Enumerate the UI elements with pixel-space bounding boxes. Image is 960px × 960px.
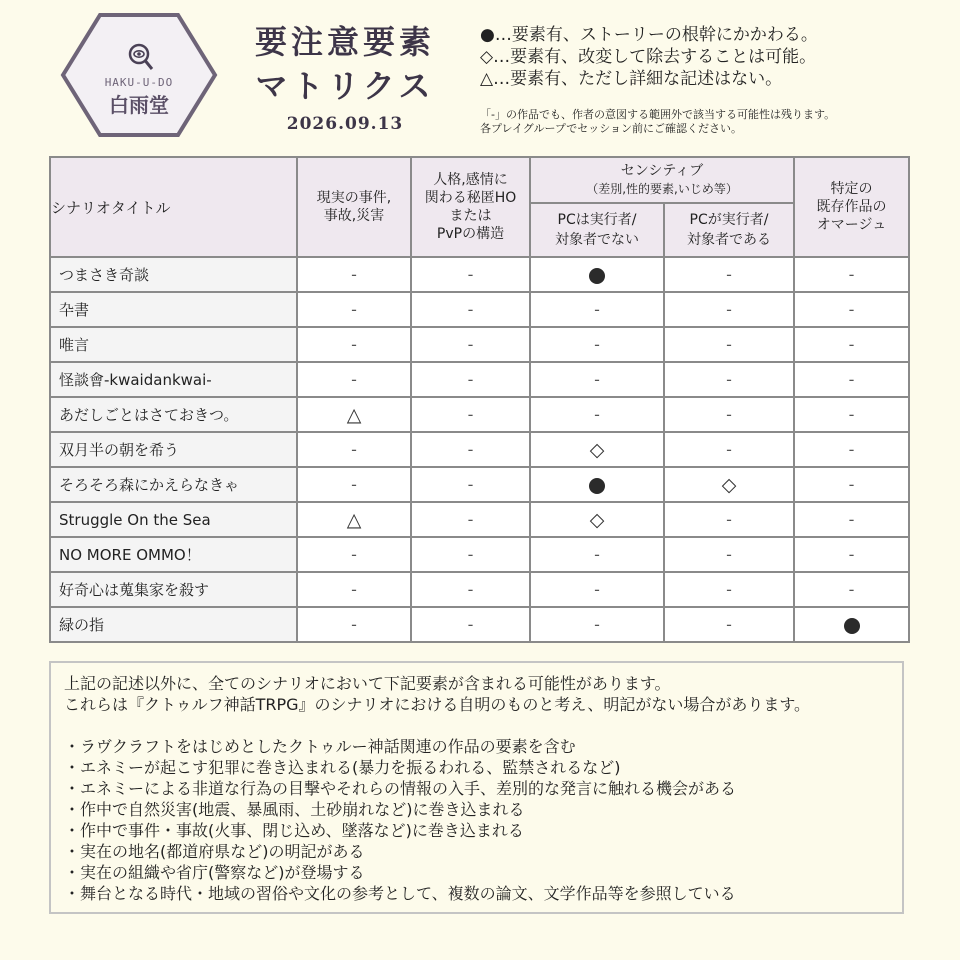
notes-item: ・作中で事件・事故(火事、閉じ込め、墜落など)に巻き込まれる	[64, 821, 524, 840]
dash-mark: -	[594, 405, 600, 424]
mark-cell	[664, 607, 794, 642]
dash-mark: -	[726, 335, 732, 354]
scenario-title-cell: つまさき奇談	[50, 257, 297, 292]
header-text: PCが実行者/	[689, 212, 769, 228]
mark-cell	[530, 257, 664, 292]
triangle-mark: △	[346, 403, 362, 426]
mark-cell	[664, 467, 794, 502]
dash-mark: -	[351, 265, 357, 284]
header-text: 対象者である	[687, 232, 771, 248]
mark-cell	[411, 397, 530, 432]
dash-mark: -	[726, 370, 732, 389]
mark-cell	[664, 537, 794, 572]
mark-cell	[411, 467, 530, 502]
dash-mark: -	[726, 580, 732, 599]
bullet-mark	[844, 618, 860, 634]
mark-cell	[411, 607, 530, 642]
dash-mark: -	[848, 580, 855, 599]
dash-mark: -	[351, 580, 357, 599]
mark-cell	[794, 467, 909, 502]
mark-cell	[794, 572, 909, 607]
scenario-title-cell: あだしごとはさておきつ。	[50, 397, 297, 432]
scenario-title-cell: 卆書	[50, 292, 297, 327]
notes-item: ・エネミーによる非道な行為の目撃やそれらの情報の入手、差別的な発言に触れる機会がある	[64, 779, 737, 798]
header-secret-ho	[411, 157, 530, 257]
header-text: 現実の事件,	[316, 190, 392, 206]
scenario-title-cell: Struggle On the Sea	[50, 502, 297, 537]
dash-mark: -	[351, 545, 357, 564]
header-sensitive-pc-not-actor	[530, 203, 664, 257]
dash-mark: -	[467, 265, 474, 284]
mark-cell	[297, 467, 411, 502]
mark-cell	[530, 607, 664, 642]
matrix-table	[49, 156, 910, 643]
mark-cell	[794, 432, 909, 467]
mark-cell	[530, 327, 664, 362]
mark-cell	[411, 257, 530, 292]
header-text: オマージュ	[816, 217, 887, 233]
header-text: または	[449, 208, 492, 224]
notes-intro-line: 上記の記述以外に、全てのシナリオにおいて下記要素が含まれる可能性があります。	[64, 674, 671, 693]
logo-text-jp: 白雨堂	[109, 93, 169, 117]
magnifier-eye-icon	[126, 42, 154, 72]
mark-cell	[530, 467, 664, 502]
mark-cell	[664, 292, 794, 327]
diamond-mark: ◇	[589, 508, 605, 531]
header-text: センシティブ	[620, 163, 704, 179]
dash-mark: -	[594, 300, 600, 319]
dash-mark: -	[594, 615, 600, 634]
table-row	[50, 502, 909, 537]
mark-cell	[664, 432, 794, 467]
dash-mark: -	[467, 405, 474, 424]
table-row	[50, 572, 909, 607]
dash-mark: -	[848, 370, 855, 389]
notes-item: ・ラヴクラフトをはじめとしたクトゥルー神話関連の作品の要素を含む	[64, 737, 576, 756]
mark-cell	[794, 502, 909, 537]
mark-cell	[530, 432, 664, 467]
mark-cell	[794, 397, 909, 432]
mark-cell	[530, 292, 664, 327]
mark-cell	[411, 572, 530, 607]
mark-cell	[297, 502, 411, 537]
notes-item: ・エネミーが起こす犯罪に巻き込まれる(暴力を振るわれる、監禁されるなど)	[64, 758, 621, 777]
bullet-mark	[589, 478, 605, 494]
mark-cell	[530, 397, 664, 432]
header-text: 対象者でない	[555, 232, 639, 248]
mark-cell	[794, 292, 909, 327]
table-row	[50, 292, 909, 327]
dash-mark: -	[467, 615, 474, 634]
dash-mark: -	[848, 475, 855, 494]
dash-mark: -	[467, 370, 474, 389]
notes-item: ・実在の地名(都道府県など)の明記がある	[64, 842, 365, 861]
mark-cell	[794, 327, 909, 362]
notes-intro-line: これらは『クトゥルフ神話TRPG』のシナリオにおける自明のものと考え、明記がない場合があります。	[64, 695, 811, 714]
bullet-mark	[589, 268, 605, 284]
scenario-title-cell: 怪談會-kwaidankwai-	[50, 362, 297, 397]
mark-cell	[297, 257, 411, 292]
mark-cell	[297, 607, 411, 642]
matrix-body	[50, 257, 909, 642]
mark-cell	[530, 572, 664, 607]
header-real-incidents	[297, 157, 411, 257]
hexagon-frame	[60, 12, 218, 138]
dash-mark: -	[467, 300, 474, 319]
scenario-title-cell: 唯言	[50, 327, 297, 362]
mark-cell	[530, 537, 664, 572]
table-row	[50, 257, 909, 292]
scenario-title-cell: そろそろ森にかえらなきゃ	[50, 467, 297, 502]
notes-item: ・舞台となる時代・地域の習俗や文化の参考として、複数の論文、文学作品等を参照している	[64, 884, 736, 903]
header-text: 人格,感情に	[433, 172, 508, 188]
header-sensitive	[530, 157, 794, 203]
dash-mark: -	[848, 265, 855, 284]
dash-mark: -	[726, 510, 732, 529]
diamond-mark: ◇	[721, 473, 737, 496]
mark-cell	[664, 362, 794, 397]
table-row	[50, 432, 909, 467]
scenario-title-cell: 好奇心は蒐集家を殺す	[50, 572, 297, 607]
dash-mark: -	[726, 405, 732, 424]
dash-mark: -	[726, 300, 732, 319]
mark-cell	[664, 397, 794, 432]
dash-mark: -	[467, 440, 474, 459]
mark-cell	[411, 327, 530, 362]
legend-bullet: ●…要素有、ストーリーの根幹にかかわる。	[480, 25, 818, 45]
dash-mark: -	[726, 615, 732, 634]
dash-mark: -	[467, 335, 474, 354]
mark-cell	[297, 432, 411, 467]
legend-triangle: △…要素有、ただし詳細な記述はない。	[480, 69, 783, 89]
caution-note-line: 各プレイグループでセッション前にご確認ください。	[480, 122, 743, 135]
mark-cell	[297, 572, 411, 607]
logo-text-en: HAKU-U-DO	[104, 76, 174, 89]
mark-cell	[664, 502, 794, 537]
header-text: PvPの構造	[436, 226, 505, 242]
scenario-title-cell: NO MORE OMMO！	[50, 537, 297, 572]
header-homage	[794, 157, 909, 257]
mark-cell	[411, 502, 530, 537]
dash-mark: -	[467, 510, 474, 529]
dash-mark: -	[351, 300, 357, 319]
header-text: （差別,性的要素,いじめ等）	[586, 182, 738, 196]
dash-mark: -	[351, 475, 357, 494]
mark-cell	[530, 502, 664, 537]
dash-mark: -	[726, 265, 732, 284]
mark-cell	[411, 537, 530, 572]
mark-cell	[411, 292, 530, 327]
general-notes-box	[49, 661, 904, 914]
mark-cell	[794, 537, 909, 572]
header-scenario-title: シナリオタイトル	[50, 157, 297, 257]
mark-cell	[411, 432, 530, 467]
dash-mark: -	[351, 335, 357, 354]
header-text: 関わる秘匿HO	[424, 190, 517, 206]
table-row	[50, 607, 909, 642]
legend	[480, 24, 818, 90]
mark-cell	[794, 257, 909, 292]
dash-mark: -	[351, 440, 357, 459]
mark-cell	[297, 537, 411, 572]
table-row	[50, 467, 909, 502]
mark-cell	[411, 362, 530, 397]
notes-item: ・実在の組織や省庁(警察など)が登場する	[64, 863, 365, 882]
table-row	[50, 397, 909, 432]
dash-mark: -	[594, 370, 600, 389]
logo	[60, 12, 218, 138]
mark-cell	[530, 362, 664, 397]
dash-mark: -	[467, 545, 474, 564]
mark-cell	[664, 327, 794, 362]
title-line-1: 要注意要素	[254, 23, 435, 61]
dash-mark: -	[848, 545, 855, 564]
mark-cell	[297, 362, 411, 397]
header-text: 既存作品の	[816, 199, 887, 215]
dash-mark: -	[848, 300, 855, 319]
dash-mark: -	[726, 545, 732, 564]
header-text: 特定の	[830, 181, 873, 197]
caution-note-line: 「-」の作品でも、作者の意図する範囲外で該当する可能性は残ります。	[480, 108, 836, 121]
mark-cell	[297, 397, 411, 432]
scenario-title-cell: 緑の指	[50, 607, 297, 642]
mark-cell	[664, 257, 794, 292]
table-row	[50, 537, 909, 572]
dash-mark: -	[726, 440, 732, 459]
dash-mark: -	[848, 510, 855, 529]
header-sensitive-pc-actor	[664, 203, 794, 257]
table-row	[50, 362, 909, 397]
title-line-2: マトリクス	[255, 67, 435, 105]
page-title	[250, 20, 440, 108]
mark-cell	[794, 362, 909, 397]
dash-mark: -	[351, 370, 357, 389]
dash-mark: -	[594, 335, 600, 354]
triangle-mark: △	[346, 508, 362, 531]
dash-mark: -	[848, 405, 855, 424]
notes-item: ・作中で自然災害(地震、暴風雨、土砂崩れなど)に巻き込まれる	[64, 800, 525, 819]
dash-mark: -	[467, 580, 474, 599]
mark-cell	[297, 292, 411, 327]
mark-cell	[794, 607, 909, 642]
header-text: PCは実行者/	[557, 212, 637, 228]
date: 2026.09.13	[286, 114, 404, 134]
diamond-mark: ◇	[589, 438, 605, 461]
table-row	[50, 327, 909, 362]
dash-mark: -	[467, 475, 474, 494]
mark-cell	[664, 572, 794, 607]
dash-mark: -	[594, 580, 600, 599]
caution-note	[480, 108, 835, 136]
legend-diamond: ◇…要素有、改変して除去することは可能。	[480, 47, 817, 67]
dash-mark: -	[848, 440, 855, 459]
dash-mark: -	[594, 545, 600, 564]
dash-mark: -	[351, 615, 357, 634]
dash-mark: -	[848, 335, 855, 354]
mark-cell	[297, 327, 411, 362]
scenario-title-cell: 双月半の朝を希う	[50, 432, 297, 467]
header-text: 事故,災害	[323, 208, 385, 224]
